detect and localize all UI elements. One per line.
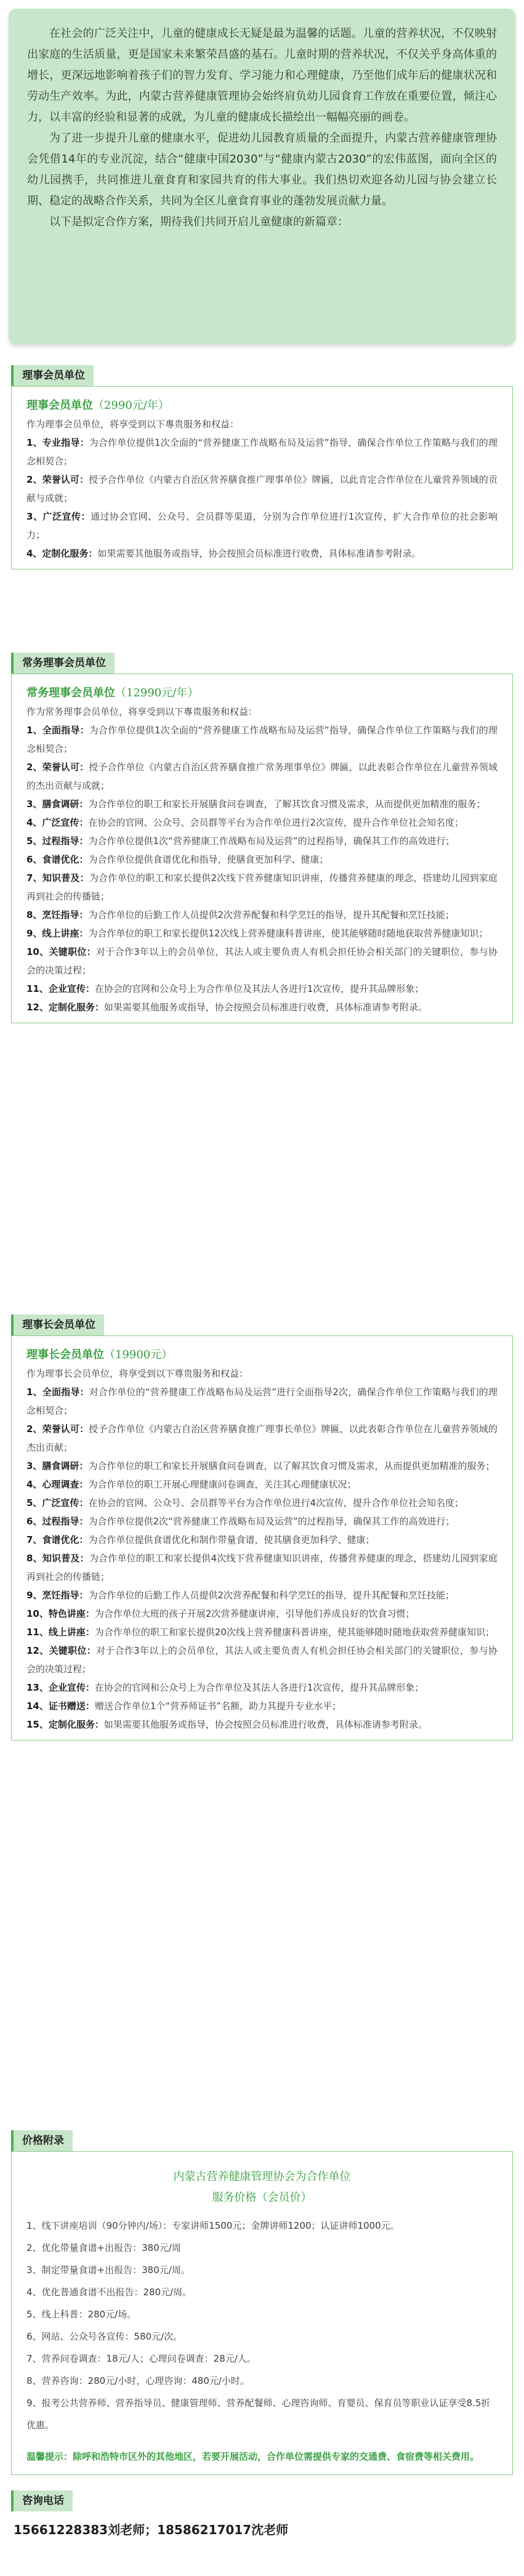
benefit-item: 9、烹饪指导：为合作单位的后勤工作人员提供2次营养配餐和科学烹饪的指导，提升其配餐和烹饪技能；: [26, 1590, 455, 1601]
intro-paragraph-3: 以下是拟定合作方案，期待我们共同开启儿童健康的新篇章：: [49, 215, 349, 228]
chair-section: [11, 1314, 513, 1741]
benefit-item: 12、定制化服务：如果需要其他服务或指导，协会按照会员标准进行收费，具体标准请参考附录。: [26, 1002, 427, 1013]
benefit-item: 5、过程指导：为合作单位提供1次“营养健康工作战略布局及运营”的过程指导，确保其工作的高效进行；: [26, 835, 455, 847]
benefit-item: 4、心理调查：为合作单位的职工开展心理健康问卷调查，关注其心理健康状况；: [26, 1479, 357, 1490]
tier-name: 常务理事会员单位: [26, 686, 115, 699]
benefit-item: 14、证书赠送：赠送合作单位1个“营养师证书”名额，助力其提升专业水平；: [26, 1701, 341, 1712]
benefit-item: 2、荣誉认可：授予合作单位《内蒙古自治区营养膳食推广常务理事单位》牌匾，以此表彰合作单位在儿童营养领域的杰出贡献与成就；: [26, 762, 498, 791]
section-tag-contact: 咨询电话: [11, 2490, 73, 2511]
intro-card: [9, 9, 515, 344]
benefit-item: 1、全面指导：对合作单位的“营养健康工作战略布局及运营”进行全面指导2次，确保合作单位工作策略与我们的理念相契合；: [26, 1387, 498, 1416]
benefit-item: 2、荣誉认可：授予合作单位《内蒙古自治区营养膳食推广理事单位》牌匾，以此肯定合作单位在儿童营养领域的贡献与成就；: [26, 474, 498, 504]
benefit-item: 2、荣誉认可：授予合作单位《内蒙古自治区营养膳食推广理事长单位》牌匾，以此表彰合作单位在儿童营养领域的杰出贡献；: [26, 1423, 498, 1453]
tier-price: （19900元）: [104, 1348, 173, 1361]
section-tag-chair: 理事长会员单位: [11, 1314, 104, 1335]
benefit-item: 7、食谱优化：为合作单位提供食谱优化和制作带量食谱，使其膳食更加科学、健康；: [26, 1534, 375, 1545]
benefit-item: 13、企业宣传：在协会的官网和公众号上为合作单位及其法人各进行1次宣传，提升其品牌形象；: [26, 1682, 424, 1693]
tier-price: （12990元/年）: [115, 686, 199, 699]
price-item: 4、优化普通食谱不出报告：280元/周。: [26, 2287, 192, 2298]
benefit-item: 4、广泛宣传：在协会的官网、公众号、会员群等平台为合作单位进行2次宣传，提升合作单位社会知名度；: [26, 817, 464, 828]
section-tag-standing: 常务理事会员单位: [11, 653, 115, 674]
tier-name: 理事会员单位: [26, 399, 93, 412]
benefit-item: 11、线上讲座：为合作单位的职工和家长提供20次线上营养健康科普讲座，使其能够随时随地获取营养健康知识；: [26, 1627, 494, 1638]
price-item: 5、线上科普：280元/场。: [26, 2309, 137, 2320]
tier-lead: 作为理事会员单位，将享受到以下專贵服务和权益：: [26, 419, 240, 430]
contact-phones: 15661228383刘老师；18586217017沈老师: [14, 2522, 289, 2537]
price-item: 8、营养咨询：280元/小时，心理咨询：480元/小时。: [26, 2375, 249, 2386]
tier-lead: 作为常务理事会员单位，将享受到以下專贵服务和权益：: [26, 706, 258, 717]
contact-section: [11, 2490, 513, 2542]
standing-section: [11, 653, 513, 1023]
benefit-item: 4、定制化服务：如果需要其他服务或指导，协会按照会员标准进行收费，具体标准请参考附录。: [26, 548, 421, 559]
price-item: 6、网站、公众号各宣传：580元/次。: [26, 2331, 183, 2342]
benefit-item: 9、线上讲座：为合作单位的职工和家长提供12次线上营养健康科普讲座，使其能够随时随地获取营养健康知识；: [26, 928, 488, 939]
pricing-heading-line1: 内蒙古营养健康管理协会为合作单位: [173, 2170, 351, 2183]
benefit-item: 12、关键职位：对于合作3年以上的会员单位，其法人或主要负责人有机会担任协会相关部门的关键职位，参与协会的决策过程；: [26, 1645, 498, 1675]
benefit-item: 10、关键职位：对于合作3年以上的会员单位，其法人或主要负责人有机会担任协会相关部门的关键职位，参与协会的决策过程；: [26, 946, 498, 976]
benefit-item: 6、食谱优化：为合作单位提供食谱优化和指导，使膳食更加科学、健康；: [26, 854, 329, 865]
member-box: [11, 386, 513, 570]
pricing-note: 温馨提示：除呼和浩特市区外的其他地区，若要开展活动，合作单位需提供专家的交通费、食宿费等相关费用。: [26, 2451, 480, 2462]
benefit-item: 8、烹饪指导：为合作单位的后勤工作人员提供2次营养配餐和科学烹饪的指导，提升其配餐和烹饪技能；: [26, 909, 455, 920]
benefit-item: 11、企业宣传：在协会的官网和公众号上为合作单位及其法人各进行1次宣传，提升其品牌形象；: [26, 983, 424, 994]
benefit-item: 7、知识普及：为合作单位的职工和家长提供2次线下营养健康知识讲座，传播营养健康的理念，搭建幼儿园到家庭再到社会的传播链；: [26, 872, 498, 902]
price-item: 7、营养问卷调查：18元/人；心理问卷调查：28元/人。: [26, 2353, 256, 2364]
benefit-item: 1、专业指导：为合作单位提供1次全面的“营养健康工作战略布局及运营”指导，确保合作单位工作策略与我们的理念相契合；: [26, 437, 498, 467]
pricing-heading-line2: 服务价格（会员价）: [212, 2191, 312, 2204]
price-item: 2、优化带量食谱+出报告：380元/周: [26, 2242, 181, 2253]
benefit-item: 8、知识普及：为合作单位的职工和家长提供4次线下营养健康知识讲座，传播营养健康的理念，搭建幼儿园到家庭再到社会的传播链；: [26, 1553, 498, 1582]
chair-box: [11, 1335, 513, 1741]
tier-name: 理事长会员单位: [26, 1348, 104, 1361]
benefit-item: 10、特色讲座：为合作单位大班的孩子开展2次营养健康讲座，引导他们养成良好的饮食习惯；: [26, 1608, 415, 1619]
price-item: 1、线下讲座培训（90分钟内/场）：专家讲师1500元；金牌讲师1200；认证讲师1000元。: [26, 2220, 400, 2231]
intro-paragraph-1: 在社会的广泛关注中，儿童的健康成长无疑是最为温馨的话题。儿童的营养状况，不仅映射出家庭的生活质量，更是国家未来繁荣昌盛的基石。儿童时期的营养状况，不仅关乎身高体重的增长，更深远地影响着孩子们的智力发育、学习能力和心理健康，乃至他们成年后的健康状况和劳动生产效率。为此，内蒙古营养健康管理协会始终肩负幼儿园食育工作放在重要位置，倾注心力，以丰富的经验和显著的成就，为儿童的健康成长描绘出一幅幅亮丽的画卷。: [27, 27, 497, 124]
member-section: [11, 365, 513, 570]
benefit-item: 6、过程指导：为合作单位提供2次“营养健康工作战略布局及运营”的过程指导，确保其工作的高效进行；: [26, 1516, 455, 1527]
price-item: 9、报考公共营养师、营养指导员、健康管理师、营养配餐师、心理咨询师、育婴员、保育员等职业认证享受8.5折优惠。: [26, 2397, 491, 2431]
benefit-item: 5、广泛宣传：在协会的官网、公众号、会员群等平台为合作单位进行4次宣传，提升合作单位社会知名度；: [26, 1497, 464, 1508]
pricing-heading: [26, 2167, 498, 2208]
benefit-item: 3、广泛宣传：通过协会官网、公众号、会员群等渠道，分别为合作单位进行1次宣传，扩大合作单位的社会影响力；: [26, 511, 498, 541]
tier-title: [26, 396, 498, 413]
pricing-section: [11, 2130, 513, 2475]
benefit-item: 1、全面指导：为合作单位提供1次全面的“营养健康工作战略布局及运营”指导，确保合作单位工作策略与我们的理念相契合；: [26, 725, 498, 754]
tier-lead: 作为理事长会员单位，将享受到以下尊贵服务和权益：: [26, 1368, 249, 1379]
tier-price: （2990元/年）: [93, 399, 169, 412]
intro-paragraph-2: 为了进一步提升儿童的健康水平，促进幼儿园教育质量的全面提升，内蒙古营养健康管理协会凭借14年的专业沉淀，结合“健康中国2030”与“健康内蒙古2030”的宏伟蓝图，面向全区的幼儿园携手，共同推进儿童食育和家园共育的伟大事业。我们热切欢迎各幼儿园与协会建立长期、稳定的战略合作关系，共同为全区儿童食育事业的蓬勃发展贡献力量。: [27, 132, 497, 207]
section-tag-pricing: 价格附录: [11, 2130, 73, 2151]
tier-title: [26, 1346, 498, 1362]
benefit-item: 3、膳食调研：为合作单位的职工和家长开展膳食问卷调查，了解其饮食习惯及需求，从而提供更加精准的服务；: [26, 799, 486, 810]
section-tag-member: 理事会员单位: [11, 365, 94, 386]
benefit-item: 15、定制化服务：如果需要其他服务或指导，协会按照会员标准进行收费，具体标准请参考附录。: [26, 1719, 427, 1730]
standing-box: [11, 674, 513, 1023]
benefit-item: 3、膳食调研：为合作单位的职工和家长开展膳食问卷调查，以了解其饮食习惯及需求，从而提供更加精准的服务；: [26, 1460, 495, 1471]
tier-title: [26, 684, 498, 700]
pricing-box: [11, 2151, 513, 2475]
price-item: 3、制定带量食谱+出报告：380元/周。: [26, 2264, 190, 2276]
